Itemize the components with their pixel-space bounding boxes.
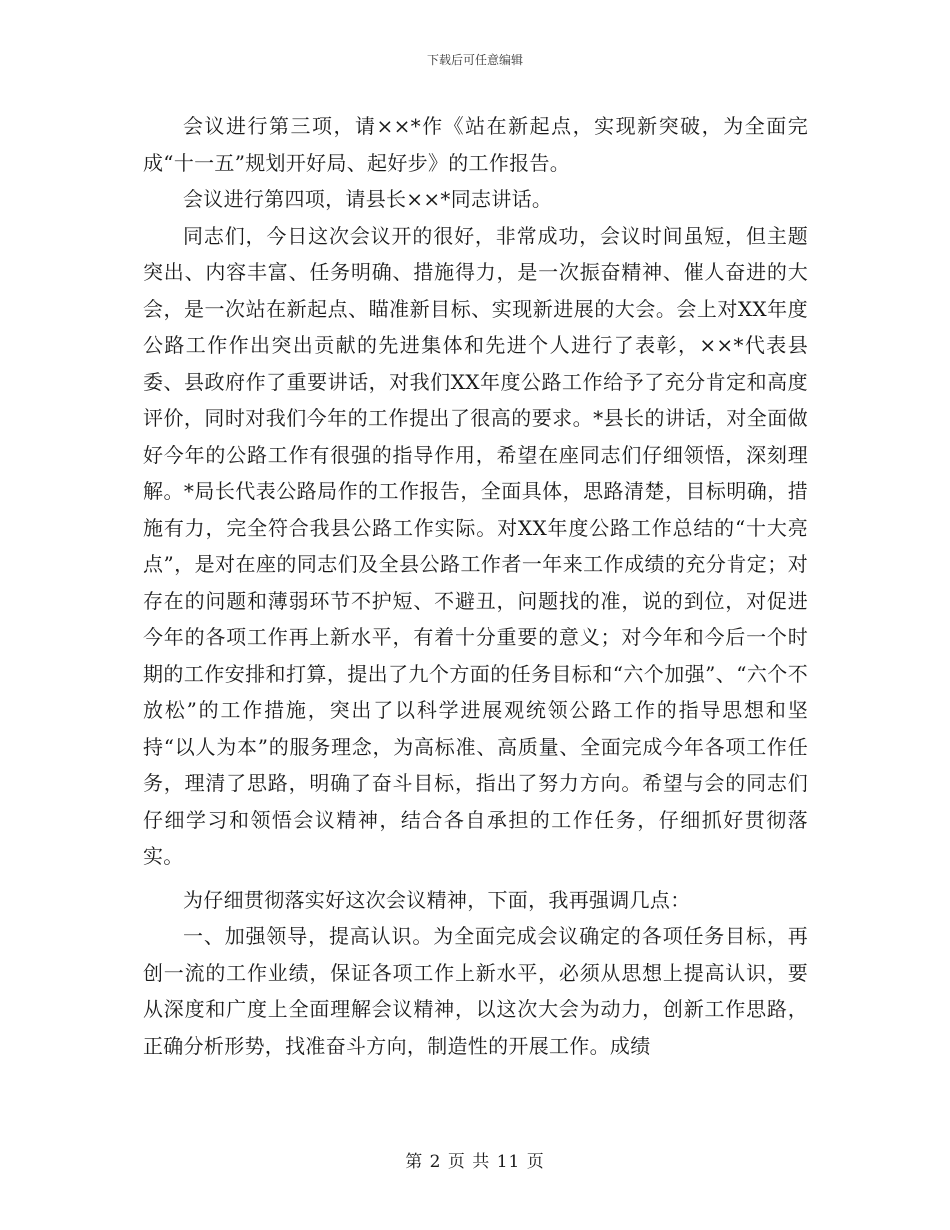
document-body: [143, 108, 808, 1064]
paragraph-emphasis-intro: 为仔细贯彻落实好这次会议精神，下面，我再强调几点：: [183, 887, 691, 912]
paragraph-speech-summary: 同志们，今日这次会议开的很好，非常成功，会议时间虽短，但主题突出、内容丰富、任务明确、措施得力，是一次振奋精神、催人奋进的大会，是一次站在新起点、瞄准新目标、实现新进展的大会。会上对XX年度公路工作作出突出贡献的先进集体和先进个人进行了表彰，××*代表县委、县政府作了重要讲话，对我们XX年度公路工作给予了充分肯定和高度评价，同时对我们今年的工作提出了很高的要求。*县长的讲话，对全面做好今年的公路工作有很强的指导作用，希望在座同志们仔细领悟，深刻理解。*局长代表公路局作的工作报告，全面具体，思路清楚，目标明确，措施有力，完全符合我县公路工作实际。对XX年度公路工作总结的“十大亮点”，是对在座的同志们及全县公路工作者一年来工作成绩的充分肯定；对存在的问题和薄弱环节不护短、不避丑，问题找的准，说的到位，对促进今年的各项工作再上新水平，有着十分重要的意义；对今年和今后一个时期的工作安排和打算，提出了九个方面的任务目标和“六个加强”、“六个不放松”的工作措施，突出了以科学进展观统领公路工作的指导思想和坚持“以人为本”的服务理念，为高标准、高质量、全面完成今年各项工作任务，理清了思路，明确了奋斗目标，指出了努力方向。希望与会的同志们仔细学习和领悟会议精神，结合各自承担的工作任务，仔细抓好贯彻落实。: [143, 223, 808, 868]
page-header: 下载后可任意编辑: [426, 53, 523, 67]
paragraph-agenda-item-four: 会议进行第四项，请县长××*同志讲话。: [183, 187, 553, 211]
paragraph-agenda-item-three: 会议进行第三项，请××*作《站在新起点，实现新突破，为全面完成“十一五”规划开好局、起好步》的工作报告。: [143, 114, 808, 175]
page-footer: 第 2 页 共 11 页: [405, 1152, 545, 1172]
paragraph-point-one: 一、加强领导，提高认识。为全面完成会议确定的各项任务目标，再创一流的工作业绩，保证各项工作上新水平，必须从思想上提高认识，要从深度和广度上全面理解会议精神，以这次大会为动力，创新工作思路，正确分析形势，找准奋斗方向，制造性的开展工作。成绩: [143, 924, 808, 1058]
